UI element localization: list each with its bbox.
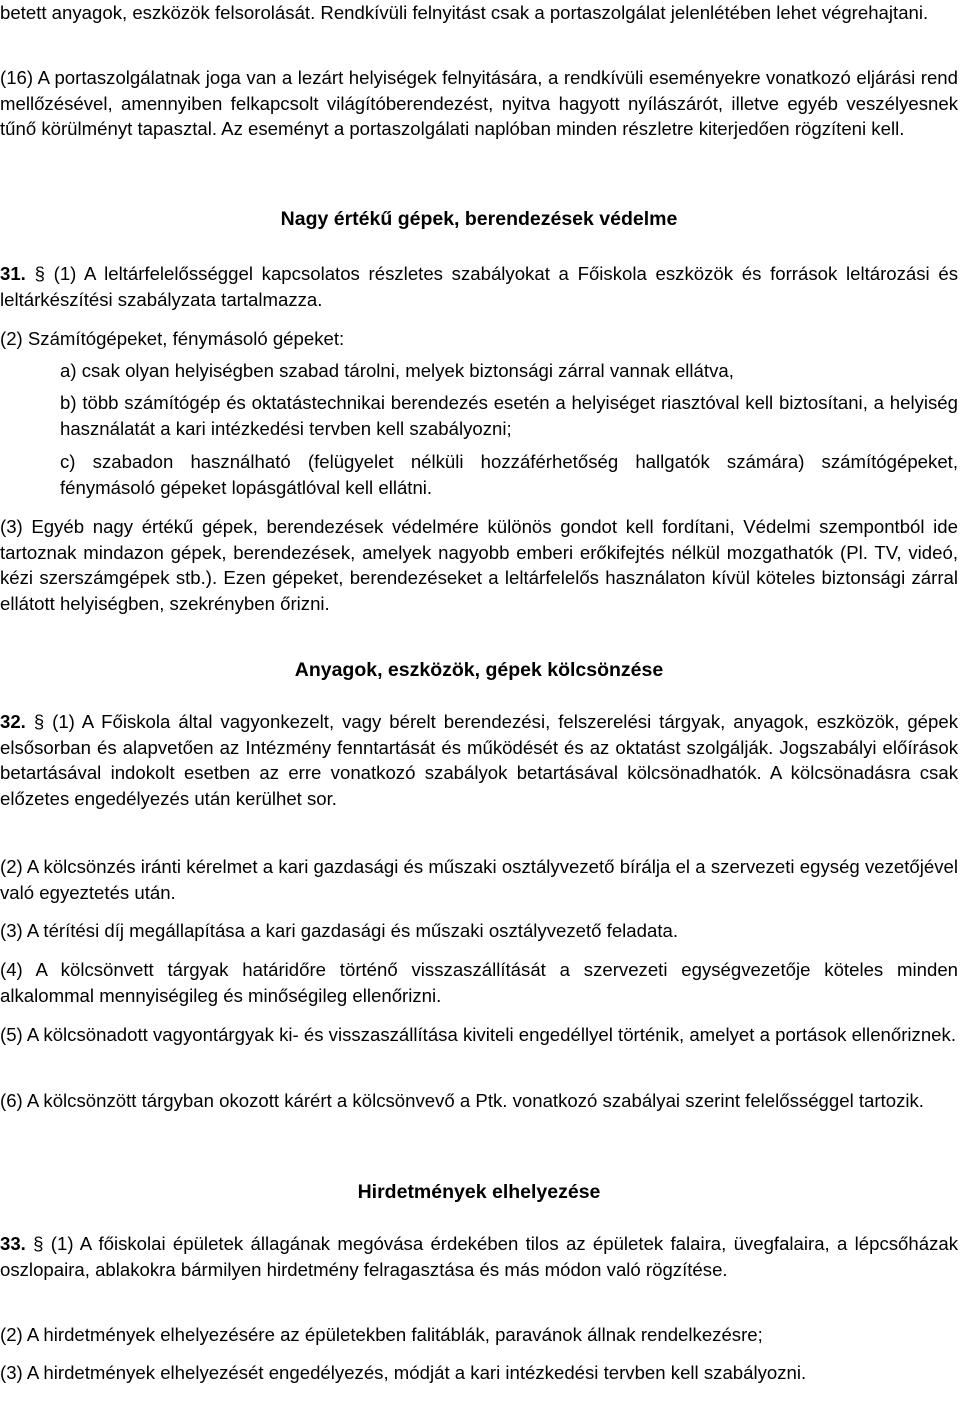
section-sign: § (33, 711, 45, 732)
section-sign: § (34, 263, 45, 284)
section-32-para-1 (0, 709, 958, 811)
section-32-para-2: (2) A kölcsönzés iránti kérelmet a kari gazdasági és műszaki osztályvezető bírálja el a szervezeti egység vezetőjével való egyeztetés után. (0, 856, 958, 903)
section-32-para-6: (6) A kölcsönzött tárgyban okozott kárért a kölcsönvevő a Ptk. vonatkozó szabályai szerint felelősséggel tartozik. (0, 1090, 924, 1111)
section-33-para-3: (3) A hirdetmények elhelyezését engedélyezés, módját a kari intézkedési tervben kell szabályozni. (0, 1362, 807, 1383)
section-number: 33. (0, 1233, 26, 1254)
section-sign: § (33, 1233, 44, 1254)
section-31-para-3: (3) Egyéb nagy értékű gépek, berendezések védelmére különös gondot kell fordítani, Védelmi szempontból ide tartoznak mindazon gépek, berendezések, amelyek nagyobb emberi erőkifejtés nélkül mozgathatók (Pl. TV, videó, kézi szerszámgépek stb.). Ezen gépeket, berendezéseket a leltárfelelős használaton kívül köteles biztonsági zárral ellátott helyiségben, szekrényben őrizni. (0, 516, 958, 614)
section-text: (1) A Főiskola által vagyonkezelt, vagy bérelt berendezési, felszerelési tárgyak, anyagok, eszközök, gépek elsősorban és alapvetően az Intézmény fenntartását és működését és az oktatást szolgálják. Jogszabályi előírások betartásával indokolt esetben az erre vonatkozó szabályok betartásával kölcsönadhatók. A kölcsönadásra csak előzetes engedélyezés után kerülhet sor. (0, 711, 958, 809)
section-31-item-c: c) szabadon használható (felügyelet nélküli hozzáférhetőség hallgatók számára) számítógépeket, fénymásoló gépeket lopásgátlóval kell ellátni. (60, 451, 958, 498)
section-31-item-b: b) több számítógép és oktatástechnikai berendezés esetén a helyiséget riasztóval kell biztosítani, a helyiség használatát a kari intézkedési tervben kell szabályozni; (60, 392, 958, 439)
section-32-para-5: (5) A kölcsönadott vagyontárgyak ki- és visszaszállítása kiviteli engedéllyel történik, amelyet a portások ellenőriznek. (0, 1024, 956, 1045)
section-32-para-4: (4) A kölcsönvett tárgyak határidőre történő visszaszállítását a szervezeti egységvezetője köteles minden alkalommal mennyiségileg és minőségileg ellenőrizni. (0, 959, 958, 1006)
section-31-para-2: (2) Számítógépeket, fénymásoló gépeket: (0, 328, 345, 349)
section-heading-lending: Anyagok, eszközök, gépek kölcsönzése (294, 659, 664, 681)
section-number: 32. (0, 711, 26, 732)
section-heading-valuable-machines: Nagy értékű gépek, berendezések védelme (280, 208, 678, 230)
section-33-para-1 (0, 1231, 958, 1282)
section-31-item-a: a) csak olyan helyiségben szabad tárolni, melyek biztonsági zárral vannak ellátva, (60, 360, 734, 381)
section-heading-notices: Hirdetmények elhelyezése (357, 1181, 601, 1203)
section-31-para-1 (0, 261, 958, 312)
paragraph-16: (16) A portaszolgálatnak joga van a lezárt helyiségek felnyitására, a rendkívüli eseményekre vonatkozó eljárási rend mellőzésével, amennyiben felkapcsolt világítóberendezést, nyitva hagyott nyílászárót, illetve egyéb veszélyesnek tűnő körülményt tapasztal. Az eseményt a portaszolgálati naplóban minden részletre kiterjedően rögzíteni kell. (0, 67, 958, 139)
paragraph-intro: betett anyagok, eszközök felsorolását. Rendkívüli felnyitást csak a portaszolgálat jelenlétében lehet végrehajtani. (0, 2, 929, 23)
section-text: (1) A főiskolai épületek állagának megóvása érdekében tilos az épületek falaira, üvegfalaira, a lépcsőházak oszlopaira, ablakokra bármilyen hirdetmény felragasztása és más módon való rögzítése. (0, 1233, 958, 1280)
section-33-para-2: (2) A hirdetmények elhelyezésére az épületekben falitáblák, paravánok állnak rendelkezésre; (0, 1324, 763, 1345)
section-32-para-3: (3) A térítési díj megállapítása a kari gazdasági és műszaki osztályvezető feladata. (0, 920, 678, 941)
section-number: 31. (0, 263, 26, 284)
section-text: (1) A leltárfelelősséggel kapcsolatos részletes szabályokat a Főiskola eszközök és források leltározási és leltárkészítési szabályzata tartalmazza. (0, 263, 959, 310)
